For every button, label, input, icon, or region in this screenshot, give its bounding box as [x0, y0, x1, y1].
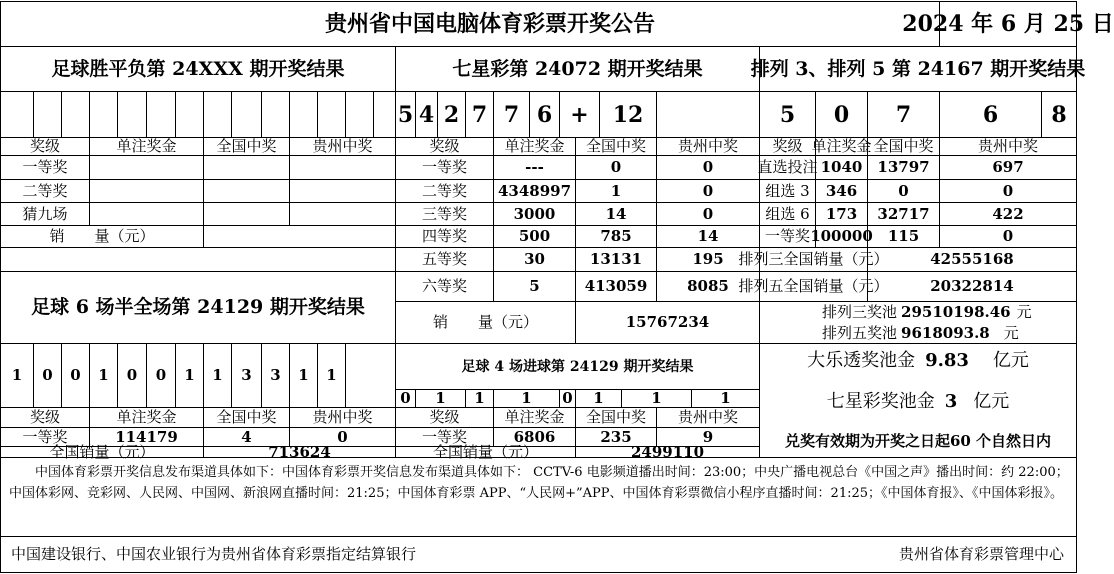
pl35-level: 组选 6 — [759, 202, 816, 226]
pl3-sales-label: 排列三全国销量（元） — [759, 247, 868, 272]
pl35-national: 115 — [867, 225, 940, 248]
football-wdl-prize — [89, 202, 204, 226]
football-wdl-level: 二等奖 — [0, 179, 90, 203]
half-full-digit: 1 — [89, 343, 118, 408]
pl35-guizhou: 0 — [939, 179, 1077, 203]
football-wdl-digit-cell — [373, 91, 396, 138]
football-wdl-digit-cell — [146, 91, 176, 138]
half-full-digit: 3 — [231, 343, 262, 408]
qxc-national: 14 — [575, 202, 657, 226]
pl35-header-level: 奖级 — [759, 137, 816, 156]
football-wdl-title: 足球胜平负第 24XXX 期开奖结果 — [0, 46, 396, 92]
half-full-digit: 0 — [61, 343, 90, 408]
half-full-sales-label: 全国销量（元） — [0, 446, 204, 458]
qxc-digit: 12 — [599, 91, 657, 138]
qxc-digit: + — [559, 91, 600, 138]
qxc-level: 一等奖 — [395, 155, 494, 180]
half-full-guizhou: 0 — [289, 427, 396, 447]
football-wdl-digit-cell — [317, 91, 346, 138]
pl35-national: 0 — [867, 179, 940, 203]
pl35-digit: 6 — [939, 91, 1042, 138]
goals4-title: 足球 4 场进球第 24129 期开奖结果 — [395, 343, 760, 390]
footer-banks: 中国建设银行、中国农业银行为贵州省体育彩票指定结算银行 — [11, 545, 417, 563]
pl3-sales-value: 42555168 — [867, 247, 1077, 272]
qxc-national: 785 — [575, 225, 657, 248]
goals4-digit: 0 — [559, 389, 576, 408]
pl5-pool-value: 9618093.8 — [901, 323, 990, 342]
football-wdl-digit-cell — [203, 91, 232, 138]
qxc-prize: 500 — [493, 225, 576, 248]
qxc-level: 六等奖 — [395, 271, 494, 302]
pl35-level: 组选 3 — [759, 179, 816, 203]
half-full-national: 4 — [203, 427, 290, 447]
pl3-pool-line — [822, 302, 1032, 321]
pl35-prize: 1040 — [815, 155, 868, 180]
header-title-cell — [0, 1, 940, 47]
page-title: 贵州省中国电脑体育彩票开奖公告 — [324, 11, 655, 37]
qxc-guizhou: 14 — [656, 225, 760, 248]
pl5-pool-unit: 元 — [1003, 323, 1019, 342]
half-full-digit: 1 — [317, 343, 346, 408]
pl5-pool-line — [822, 323, 1019, 342]
half-full-digit: 1 — [0, 343, 34, 408]
dlt-pool-value: 9.83 — [925, 350, 969, 371]
half-full-digit: 1 — [203, 343, 232, 408]
redeem-notice: 兑奖有效期为开奖之日起60 个自然日内 — [784, 432, 1052, 450]
pl5-sales-label: 排列五全国销量（元） — [759, 271, 868, 302]
qxc-sales-label: 销 量（元） — [395, 301, 576, 344]
goals4-digit: 1 — [415, 389, 466, 408]
pl35-header-national: 全国中奖 — [867, 137, 940, 156]
goals4-digit: 1 — [465, 389, 494, 408]
football-wdl-sales-value — [203, 225, 396, 248]
football-wdl-sales-label: 销 量（元） — [0, 225, 204, 248]
half-full-title: 足球 6 场半全场第 24129 期开奖结果 — [0, 271, 396, 344]
pl35-guizhou: 422 — [939, 202, 1077, 226]
pl35-digit: 8 — [1041, 91, 1077, 138]
half-full-digit-spacer — [345, 343, 396, 408]
pl35-prize: 173 — [815, 202, 868, 226]
qxc-digit: 4 — [415, 91, 438, 138]
dlt-pool-unit: 亿元 — [992, 350, 1029, 371]
pl35-title: 排列 3、排列 5 第 24167 期开奖结果 — [759, 46, 1077, 92]
pl3-pool-unit: 元 — [1016, 302, 1032, 321]
qxc-prize: 30 — [493, 247, 576, 272]
football-wdl-header-national: 全国中奖 — [203, 137, 290, 156]
half-full-digit: 0 — [146, 343, 176, 408]
half-full-digit: 0 — [117, 343, 147, 408]
half-full-level: 一等奖 — [0, 427, 90, 447]
pl35-guizhou: 697 — [939, 155, 1077, 180]
goals4-digit: 0 — [395, 389, 416, 408]
half-full-header-prize: 单注奖金 — [89, 407, 204, 428]
pl35-level: 一等奖 — [759, 225, 816, 248]
goals4-level: 一等奖 — [395, 427, 494, 447]
goals4-sales-value: 2499110 — [575, 446, 760, 458]
footer-bottom-row — [0, 536, 1077, 573]
pl35-prize: 100000 — [815, 225, 868, 248]
qxc-prize: 5 — [493, 271, 576, 302]
header-date: 2024 年 6 月 25 日 — [939, 1, 1077, 47]
qxc-sales-value: 15767234 — [575, 301, 760, 344]
football-wdl-guizhou — [289, 179, 396, 203]
football-wdl-header-prize: 单注奖金 — [89, 137, 204, 156]
pl3-pool-label: 排列三奖池 — [822, 302, 898, 321]
football-wdl-blank-row — [0, 247, 396, 272]
qxc-guizhou: 0 — [656, 179, 760, 203]
football-wdl-prize — [89, 179, 204, 203]
half-full-digit: 3 — [261, 343, 290, 408]
football-wdl-digit-cell — [89, 91, 118, 138]
qxc-national: 0 — [575, 155, 657, 180]
football-wdl-digit-cell — [175, 91, 204, 138]
pl5-sales-value: 20322814 — [867, 271, 1077, 302]
pl35-national: 32717 — [867, 202, 940, 226]
pl5-pool-label: 排列五奖池 — [822, 323, 898, 342]
football-wdl-digit-cell — [289, 91, 318, 138]
footer-broadcast-info: 中国体育彩票开奖信息发布渠道具体如下：中国体育彩票开奖信息发布渠道具体如下： CCTV-6 电影频道播出时间：23:00；中央广播电视总台《中国之声》播出时间：约 22:00；中国体彩网、竞彩网、人民网、中国网、新浪网直播时间：21:25；中国体育彩票 APP、“人民网+”APP、中国体育彩票微信小程序直播时间：21:25；《中国体育报》、《中国体彩报》。 — [0, 457, 1077, 537]
football-wdl-prize — [89, 155, 204, 180]
pl35-digit: 7 — [867, 91, 940, 138]
qxc-pool-label: 七星彩奖池金 — [826, 391, 935, 412]
football-wdl-digit-cell — [117, 91, 147, 138]
goals4-header-guizhou: 贵州中奖 — [656, 407, 760, 428]
goals4-digit: 1 — [691, 389, 760, 408]
football-wdl-header-level: 奖级 — [0, 137, 90, 156]
qxc-guizhou: 0 — [656, 202, 760, 226]
football-wdl-digit-cell — [0, 91, 34, 138]
qxc-national: 13131 — [575, 247, 657, 272]
goals4-header-national: 全国中奖 — [575, 407, 657, 428]
qxc-digit: 2 — [437, 91, 466, 138]
goals4-sales-label: 全国销量（元） — [395, 446, 576, 458]
goals4-national: 235 — [575, 427, 657, 447]
dlt-pool-line — [807, 352, 1029, 370]
qxc-guizhou: 195 — [656, 247, 760, 272]
qxc-pool-value: 3 — [944, 391, 958, 412]
pl3-pool-value: 29510198.46 — [901, 302, 1011, 321]
pl35-level: 直选投注 — [759, 155, 816, 180]
pl35-digit: 5 — [759, 91, 816, 138]
qxc-guizhou: 8085 — [656, 271, 760, 302]
qxc-national: 1 — [575, 179, 657, 203]
qxc-header-level: 奖级 — [395, 137, 494, 156]
football-wdl-digit-cell — [345, 91, 374, 138]
half-full-digit: 1 — [175, 343, 204, 408]
football-wdl-guizhou — [289, 202, 396, 226]
half-full-prize: 114179 — [89, 427, 204, 447]
half-full-sales-value: 713624 — [203, 446, 396, 458]
half-full-header-level: 奖级 — [0, 407, 90, 428]
football-wdl-digit-cell — [33, 91, 62, 138]
qxc-level: 五等奖 — [395, 247, 494, 272]
half-full-digit: 1 — [289, 343, 318, 408]
qxc-level: 三等奖 — [395, 202, 494, 226]
qxc-digit: 7 — [493, 91, 530, 138]
qxc-prize: 3000 — [493, 202, 576, 226]
goals4-digit: 1 — [621, 389, 692, 408]
qxc-level: 二等奖 — [395, 179, 494, 203]
qxc-header-national: 全国中奖 — [575, 137, 657, 156]
pl35-pool-cell — [759, 301, 1077, 344]
football-wdl-level: 猜九场 — [0, 202, 90, 226]
qxc-prize: 4348997 — [493, 179, 576, 203]
pl35-digit: 0 — [815, 91, 868, 138]
half-full-header-guizhou: 贵州中奖 — [289, 407, 396, 428]
half-full-header-national: 全国中奖 — [203, 407, 290, 428]
qxc-header-prize: 单注奖金 — [493, 137, 576, 156]
footer-center: 贵州省体育彩票管理中心 — [898, 545, 1064, 563]
goals4-header-level: 奖级 — [395, 407, 494, 428]
qxc-digit: 5 — [395, 91, 416, 138]
qxc-pool-line — [827, 393, 1010, 411]
football-wdl-national — [203, 202, 290, 226]
qxc-digit: 6 — [529, 91, 560, 138]
pl35-header-prize: 单注奖金 — [811, 137, 872, 155]
qxc-header-guizhou: 贵州中奖 — [656, 137, 760, 156]
qxc-title: 七星彩第 24072 期开奖结果 — [395, 46, 760, 92]
dlt-pool-label: 大乐透奖池金 — [807, 350, 916, 371]
qxc-prize: --- — [493, 155, 576, 180]
jackpot-block — [759, 343, 1077, 458]
pl35-header-guizhou: 贵州中奖 — [939, 137, 1077, 156]
qxc-digit-spacer — [656, 91, 760, 138]
goals4-prize: 6806 — [493, 427, 576, 447]
goals4-digit: 1 — [493, 389, 560, 408]
goals4-guizhou: 9 — [656, 427, 760, 447]
qxc-guizhou: 0 — [656, 155, 760, 180]
qxc-level: 四等奖 — [395, 225, 494, 248]
goals4-header-prize: 单注奖金 — [493, 407, 576, 428]
half-full-digit: 0 — [33, 343, 62, 408]
football-wdl-national — [203, 179, 290, 203]
football-wdl-digit-cell — [61, 91, 90, 138]
qxc-pool-unit: 亿元 — [973, 391, 1010, 412]
football-wdl-digit-cell — [231, 91, 262, 138]
football-wdl-header-guizhou: 贵州中奖 — [289, 137, 396, 156]
football-wdl-digit-cell — [261, 91, 290, 138]
pl35-national: 13797 — [867, 155, 940, 180]
qxc-national: 413059 — [575, 271, 657, 302]
goals4-digit: 1 — [575, 389, 622, 408]
football-wdl-level: 一等奖 — [0, 155, 90, 180]
football-wdl-national — [203, 155, 290, 180]
pl35-prize: 346 — [815, 179, 868, 203]
pl35-guizhou: 0 — [939, 225, 1077, 248]
football-wdl-guizhou — [289, 155, 396, 180]
qxc-digit: 7 — [465, 91, 494, 138]
